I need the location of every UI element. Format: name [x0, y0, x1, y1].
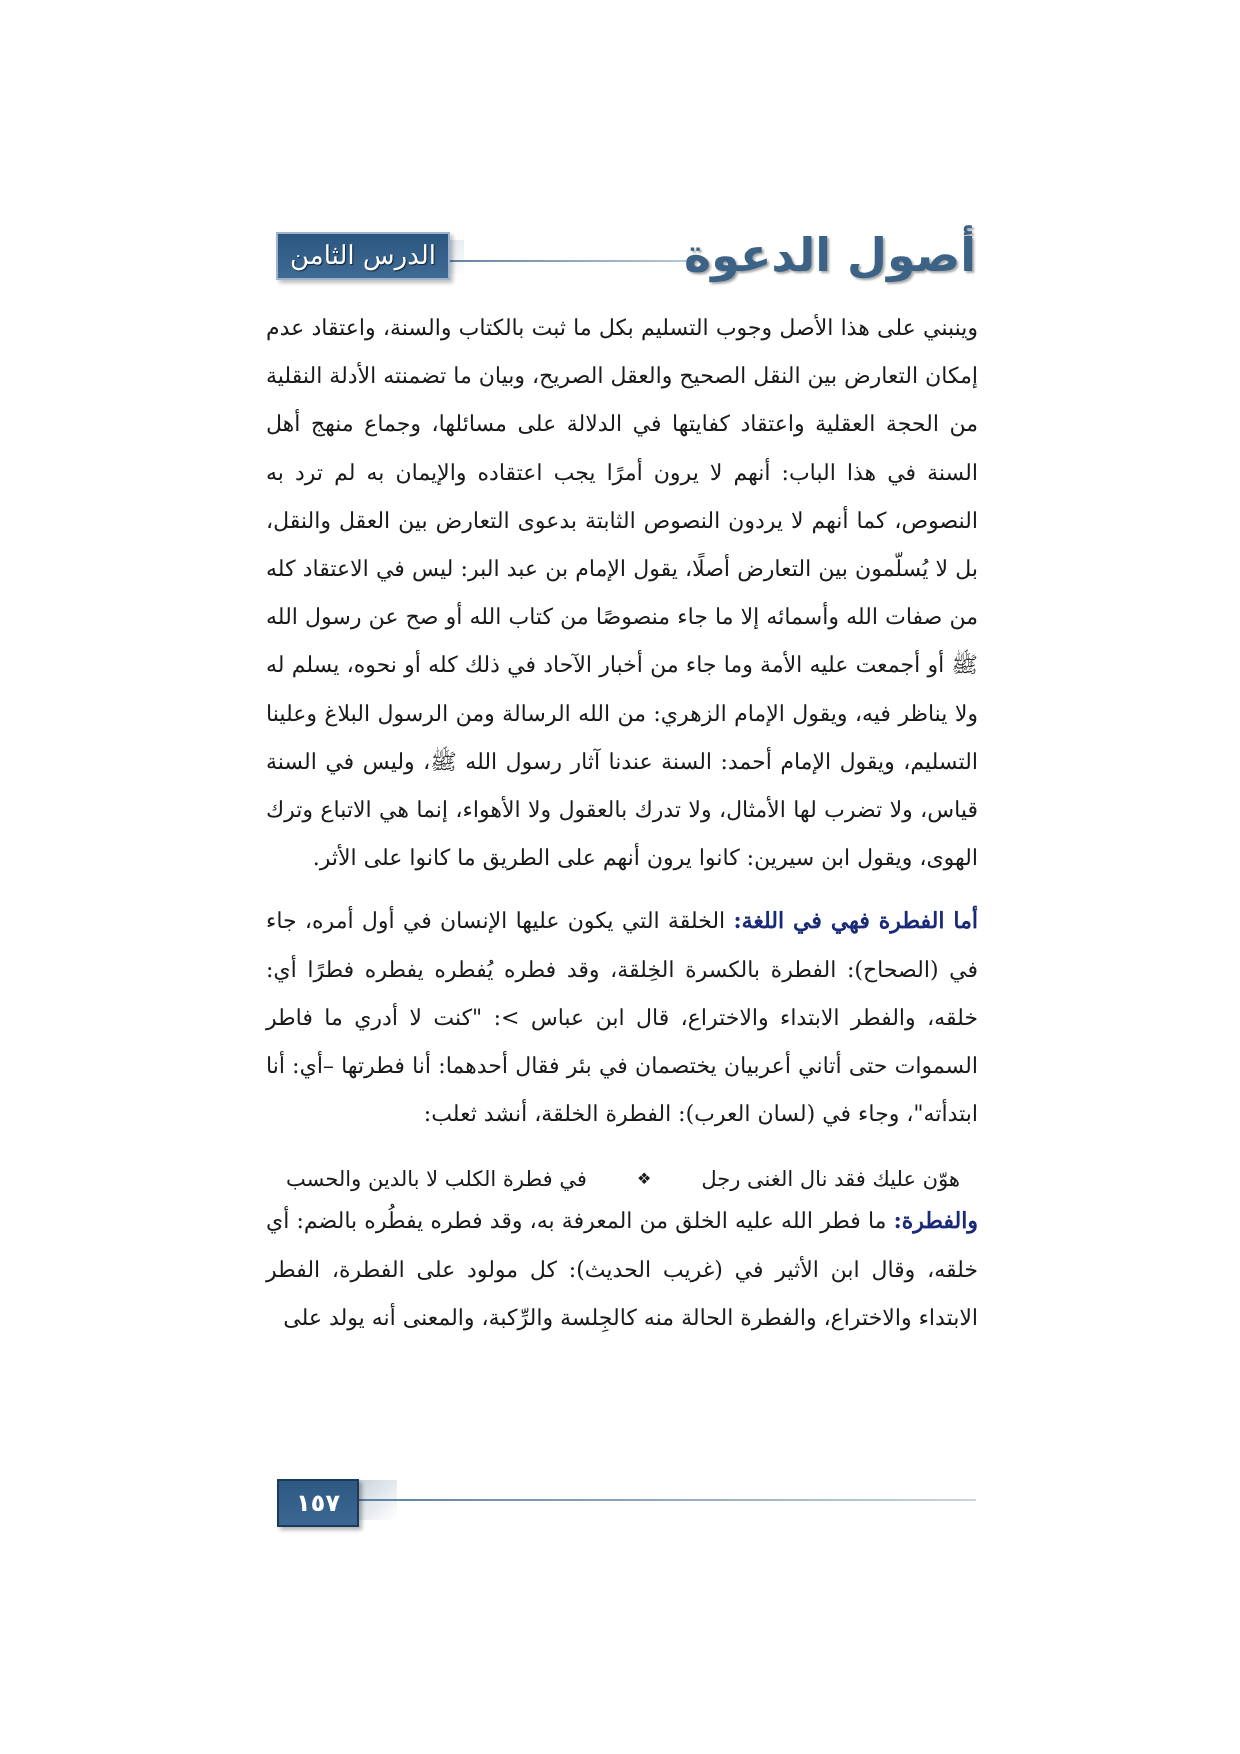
paragraph-heading: والفطرة:: [893, 1208, 978, 1235]
page-body: [266, 305, 978, 1343]
paragraph-submission: وينبني على هذا الأصل وجوب التسليم بكل ما ثبت بالكتاب والسنة، واعتقاد عدم إمكان التعارض بين النقل الصحيح والعقل الصريح، وبيان ما تضمنته الأدلة النقلية من الحجة العقلية واعتقاد كفايتها في الدلالة على مسائلها، وجماع منهج أهل السنة في هذا الباب: أنهم لا يرون أمرًا يجب اعتقاده والإيمان به لم ترد به النصوص، كما أنهم لا يردون النصوص الثابتة بدعوى التعارض بين العقل والنقل، بل لا يُسلّمون بين التعارض أصلًا، يقول الإمام بن عبد البر: ليس في الاعتقاد كله من صفات الله وأسمائه إلا ما جاء منصوصًا من كتاب الله أو صح عن رسول الله ﷺ أو أجمعت عليه الأمة وما جاء من أخبار الآحاد في ذلك كله أو نحوه، يسلم له ولا يناظر فيه، ويقول الإمام الزهري: من الله الرسالة ومن الرسول البلاغ وعلينا التسليم، ويقول الإمام أحمد: السنة عندنا آثار رسول الله ﷺ، وليس في السنة قياس، ولا تضرب لها الأمثال، ولا تدرك بالعقول ولا الأهواء، إنما هي الاتباع وترك الهوى، ويقول ابن سيرين: كانوا يرون أنهم على الطريق ما كانوا على الأثر.: [266, 316, 978, 872]
header-rule: [430, 260, 696, 262]
lesson-badge: [276, 232, 450, 280]
book-title: أصول الدعوة: [683, 228, 976, 282]
paragraph-heading: أما الفطرة فهي في اللغة:: [733, 908, 978, 935]
paragraph-text: ما فطر الله عليه الخلق من المعرفة به، وقد فطره يفطُره بالضم: أي خلقه، وقال ابن الأثير في (غريب الحديث): كل مولود على الفطرة، الفطر الابتداء والاختراع، والفطرة الحالة منه كالجِلسة والرِّكبة، والمعنى أنه يولد على: [266, 1209, 978, 1331]
paragraph-fitra-language: [266, 897, 978, 1139]
page-number-badge: [277, 1479, 359, 1527]
verse-separator-icon: ❖: [636, 1169, 652, 1189]
page-number: ١٥٧: [296, 1489, 340, 1517]
paragraph-fitra-definition: [266, 1197, 978, 1343]
page-header: [270, 222, 976, 294]
paragraph-text: الخلقة التي يكون عليها الإنسان في أول أمره، جاء في (الصحاح): الفطرة بالكسرة الخِلقة، وقد فطره يُفطره يفطره فطرًا أي: خلقه، والفطر الابتداء والاختراع، قال ابن عباس >: "كنت لا أدري ما فاطر السموات حتى أتاني أعربيان يختصمان في بئر فقال أحدهما: أنا فطرتها –أي: أنا ابتدأته"، وجاء في (لسان العرب): الفطرة الخلقة، أنشد ثعلب:: [266, 909, 978, 1128]
lesson-label: الدرس الثامن: [290, 241, 436, 271]
poetry-verse: [286, 1163, 960, 1195]
footer-rule: [355, 1499, 976, 1501]
verse-first-hemistich: هوّن عليك فقد نال الغنى رجل: [701, 1167, 960, 1192]
verse-second-hemistich: في فطرة الكلب لا بالدين والحسب: [286, 1167, 587, 1192]
